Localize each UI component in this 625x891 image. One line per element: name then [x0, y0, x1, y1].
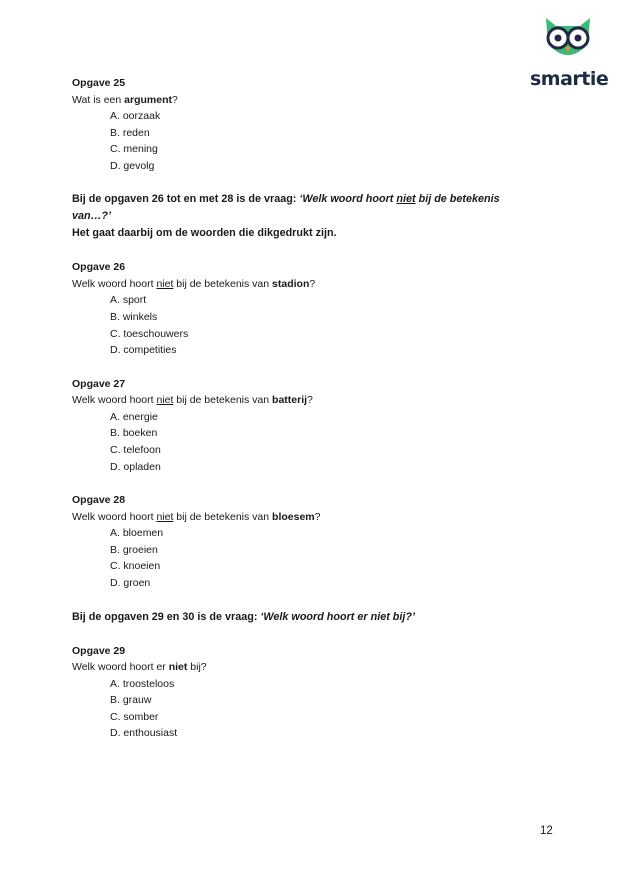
worksheet-content	[72, 75, 522, 759]
instruction-29-30	[72, 609, 522, 626]
question-title: Opgave 28	[72, 494, 126, 507]
logo-text: smartie	[530, 68, 609, 90]
answer-option: A. energie	[110, 410, 158, 423]
question-text-part: Wat is een	[72, 93, 125, 106]
question-title: Opgave 25	[72, 77, 126, 89]
answer-option: D. enthousiast	[110, 727, 178, 740]
question-text-part: ?	[307, 394, 313, 407]
question-text-part: bij de betekenis van	[173, 510, 273, 523]
answer-option: D. groen	[110, 576, 151, 589]
answer-option: C. somber	[110, 710, 159, 723]
answer-options	[110, 409, 522, 475]
question-keyword: batterij	[272, 394, 308, 407]
answer-option: D. gevolg	[110, 159, 155, 172]
question-text-part: bij de betekenis van	[173, 277, 273, 290]
question-keyword: argument	[124, 93, 172, 106]
answer-option: B. winkels	[110, 310, 158, 323]
answer-options	[110, 108, 522, 174]
answer-option: A. sport	[110, 294, 147, 307]
answer-option: B. groeien	[110, 543, 158, 556]
question-26	[72, 259, 522, 358]
answer-option: B. grauw	[110, 694, 152, 707]
question-keyword: niet	[168, 661, 188, 673]
instruction-quote: ‘Welk woord hoort er niet bij?’	[260, 610, 415, 623]
question-text	[72, 509, 522, 526]
question-title: Opgave 29	[72, 644, 126, 657]
question-text-part: ?	[171, 93, 178, 106]
question-keyword: bloesem	[272, 510, 315, 523]
question-underlined: niet	[156, 394, 174, 407]
answer-option: A. bloemen	[110, 527, 164, 540]
instruction-quote: ‘Welk woord hoort	[299, 193, 397, 206]
question-text	[72, 392, 522, 409]
answer-option: D. opladen	[110, 460, 161, 473]
answer-option: C. knoeien	[110, 560, 161, 573]
question-text-part: Welk woord hoort	[72, 277, 157, 290]
answer-option: C. telefoon	[110, 443, 161, 456]
instruction-line	[72, 191, 522, 225]
answer-option: A. oorzaak	[110, 110, 161, 122]
page-number: 12	[540, 825, 553, 837]
answer-option: D. competities	[110, 344, 177, 357]
instruction-26-28	[72, 191, 522, 242]
instruction-text: Bij de opgaven 29 en 30 is de vraag:	[72, 610, 261, 623]
question-text-part: ?	[314, 510, 321, 523]
question-text	[72, 92, 522, 109]
answer-options	[110, 292, 522, 358]
answer-options	[110, 525, 522, 591]
instruction-text: Bij de opgaven 26 tot en met 28 is de vraag:	[72, 193, 300, 206]
question-underlined: niet	[156, 277, 174, 290]
question-29	[72, 643, 522, 742]
question-text-part: bij de betekenis van	[173, 394, 273, 407]
instruction-underlined: niet	[396, 193, 416, 206]
question-25	[72, 75, 522, 174]
answer-option: B. reden	[110, 126, 150, 139]
question-28	[72, 492, 522, 591]
question-27	[72, 376, 522, 475]
instruction-quote: bij de betekenis van…?’	[72, 193, 500, 223]
question-text-part: Welk woord hoort	[72, 394, 157, 407]
answer-option: C. mening	[110, 143, 158, 156]
answer-option: B. boeken	[110, 427, 158, 440]
question-keyword: stadion	[272, 277, 310, 290]
question-text-part: ?	[309, 277, 316, 290]
instruction-line	[72, 609, 522, 626]
question-text-part: Welk woord hoort	[72, 510, 157, 523]
answer-option: C. toeschouwers	[110, 327, 189, 340]
instruction-line: Het gaat daarbij om de woorden die dikgedrukt zijn.	[72, 227, 337, 240]
question-text	[72, 276, 522, 293]
question-text-part: bij?	[187, 661, 207, 673]
question-underlined: niet	[156, 510, 174, 523]
smartie-logo	[530, 14, 609, 90]
question-title: Opgave 27	[72, 377, 126, 390]
answer-options	[110, 676, 522, 742]
question-text	[72, 659, 522, 676]
answer-option: A. troosteloos	[110, 677, 175, 690]
question-text-part: Welk woord hoort er	[72, 661, 169, 673]
owl-icon	[540, 14, 596, 66]
question-title: Opgave 26	[72, 261, 126, 274]
